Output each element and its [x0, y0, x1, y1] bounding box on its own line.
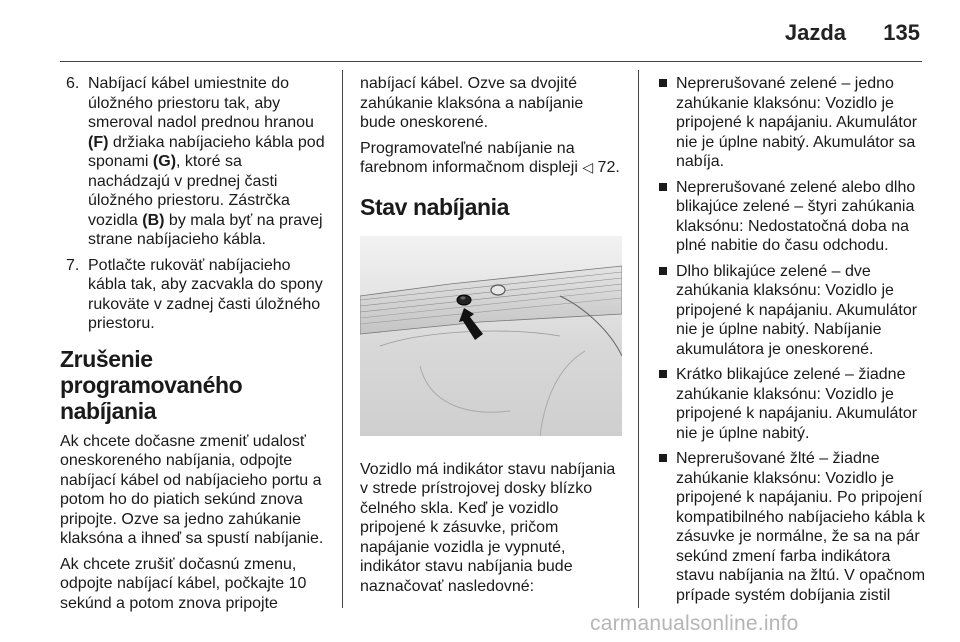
- paragraph: Vozidlo má indikátor stavu nabíjania v strede prístrojovej dosky blízko čelného skla. Keď je vozidlo pripojené k zásuvke, pričom napájanie vozidla je vypnuté, indikátor stavu nabíjania bude naznačovať nasledovné:: [360, 460, 616, 595]
- dashboard-illustration-icon: [360, 236, 622, 436]
- column-left: [60, 74, 326, 619]
- column-middle: [360, 74, 622, 602]
- bullet-icon: [659, 183, 667, 191]
- status-list-item: Neprerušované žlté – žiadne zahúkanie klaksónu: Vozidlo je pripojené k napájaniu. Po pripojení kompatibilného nabíjacieho kábla k zásuvke je normálne, že sa na pár sekúnd zmení farba indikátora stavu nabíjania na žltú. V opačnom prípade systém dobíjania zistil: [656, 449, 926, 605]
- page-reference[interactable]: 72.: [593, 159, 620, 176]
- page-number: 135: [883, 20, 920, 45]
- section-heading: Stav nabíjania: [360, 193, 510, 220]
- column-divider: [342, 70, 343, 608]
- bullet-icon: [659, 454, 667, 462]
- column-right: [656, 74, 926, 611]
- status-list-item: Krátko blikajúce zelené – žiadne zahúkanie klaksónu: Vozidlo je pripojené k napájaniu. Akumulátor nie je úplne nabitý.: [656, 365, 926, 443]
- status-list-item: Dlho blikajúce zelené – dve zahúkania klaksónu: Vozidlo je pripojené k napájaniu. Akumulátor nie je úplne nabitý. Nabíjanie akumulátora je oneskorené.: [656, 262, 926, 360]
- section-title: Jazda: [784, 20, 846, 45]
- header-rule: [60, 61, 922, 62]
- section-heading: Zrušenie programovaného nabíjania: [60, 345, 243, 424]
- step-text: Nabíjací kábel umiestnite do úložného priestoru tak, aby smeroval nadol prednou hranou (F) držiaka nabíjacieho kábla pod sponami (G), ktoré sa nachádzajú v prednej časti úložného priestoru. Zástrčka vozidla (B) by mala byť na pravej strane nabíjacieho kábla.: [88, 75, 325, 248]
- paragraph: Ak chcete zrušiť dočasnú zmenu, odpojte nabíjací kábel, počkajte 10 sekúnd a potom znova pripojte: [60, 555, 307, 612]
- column-divider: [638, 70, 639, 608]
- bullet-icon: [659, 267, 667, 275]
- page-header: [0, 0, 960, 62]
- paragraph: nabíjací kábel. Ozve sa dvojité zahúkanie klaksóna a nabíjanie bude oneskorené.: [360, 75, 584, 131]
- step-number: 6.: [66, 75, 80, 92]
- step-6: [60, 74, 326, 250]
- watermark: carmanualsonline.info: [590, 612, 799, 635]
- status-list-item: Neprerušované zelené alebo dlho blikajúce zelené – štyri zahúkania klaksónu: Nedostatočná doba na plné nabitie do času odchodu.: [656, 178, 926, 256]
- paragraph: Ak chcete dočasne zmeniť udalosť oneskoreného nabíjania, odpojte nabíjací kábel od nabíjacieho portu a potom ho do piatich sekúnd znova pripojte. Ozve sa jedno zahúkanie klaksóna a ihneď sa spustí nabíjanie.: [60, 432, 324, 547]
- paragraph-with-reference: Programovateľné nabíjanie na farebnom informačnom displeji ◁ 72.: [360, 139, 620, 176]
- charging-indicator-illustration: [360, 236, 622, 436]
- page-reference-icon: ◁: [582, 159, 594, 175]
- status-list-item: Neprerušované zelené – jedno zahúkanie klaksónu: Vozidlo je pripojené k napájaniu. Akumulátor nie je úplne nabitý. Akumulátor sa nabíja.: [656, 74, 926, 172]
- step-text: Potlačte rukoväť nabíjacieho kábla tak, aby zacvakla do spony rukoväte v zadnej časti úložného priestoru.: [88, 256, 323, 332]
- step-7: [60, 256, 326, 334]
- step-number: 7.: [66, 256, 80, 274]
- bullet-icon: [659, 370, 667, 378]
- bullet-icon: [659, 79, 667, 87]
